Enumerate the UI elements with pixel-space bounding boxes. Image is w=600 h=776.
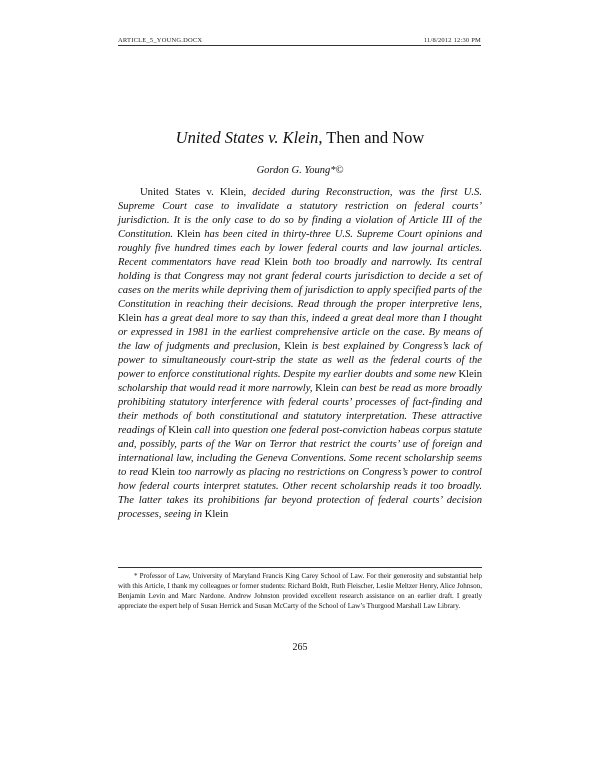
header-filename: ARTICLE_5_YOUNG.DOCX [118, 37, 203, 44]
author-footnote: * Professor of Law, University of Maryland Francis King Carey School of Law. For their generosity and substantial help with this Article, I thank my colleagues or former students: Richard Boldt, Ruth Fleischer, Leslie Meltzer Henry, Alice Johnson, Benjamin Levin and Marc Nardone. Andrew Johnston provided excellent research assistance on an earlier draft. I greatly appreciate the expert help of Susan Herrick and Susan McCarty of the School of Law’s Thurgood Marshall Law Library. [118, 572, 482, 611]
abstract-italic-run: can best be read as more broadly prohibiting statutory interference with federal courts’ processes of fact-finding and their methods of both constitutional and statutory interpretation. These attractive readings of [118, 383, 483, 437]
abstract-case-name-run: Klein [458, 369, 482, 381]
article-title [0, 128, 600, 148]
author-line: Gordon G. Young*© [256, 165, 344, 176]
abstract-case-name-run: Klein [168, 425, 192, 437]
footnote-rule [118, 567, 482, 568]
abstract-case-name-run: Klein [264, 257, 288, 269]
running-header [118, 37, 481, 46]
header-timestamp: 11/8/2012 12:30 PM [423, 37, 481, 44]
abstract-case-name-run: Klein [204, 509, 229, 521]
abstract-paragraph [118, 186, 482, 522]
abstract-italic-run: has been cited in thirty-three U.S. Supreme Court opinions and roughly five hundred times each by lower federal courts and law journal articles. Recent commentators have read [118, 229, 482, 269]
abstract-case-name-run: Klein [315, 383, 339, 395]
title-case-name: United States v. Klein [175, 128, 319, 147]
abstract-italic-run: , decided during Reconstruction, was the first U.S. Supreme Court case to invalidate a statutory restriction on federal courts’ jurisdiction. It is the only case to do so by finding a violation of Article III of the Constitution. [118, 187, 482, 241]
abstract-case-name-run: Klein [151, 467, 175, 479]
abstract-case-name-run: Klein [284, 341, 308, 353]
abstract-italic-run: has a great deal more to say than this, indeed a great deal more than I thought or expressed in 1981 in the earliest comprehensive article on the case. By means of the law of judgments and preclusion, [118, 313, 482, 353]
abstract-italic-run: scholarship that would read it more narrowly, [118, 383, 316, 395]
abstract-case-name-run: Klein [118, 313, 142, 325]
abstract-italic-run: is best explained by Congress’s lack of power to simultaneously court-strip the state as well as the federal courts of the power to enforce constitutional rights. Despite my earlier doubts and some new [118, 341, 482, 381]
title-rest: , Then and Now [318, 128, 425, 147]
abstract-case-name-run: Klein [176, 229, 201, 241]
abstract-italic-run: both too broadly and narrowly. Its central holding is that Congress may not grant federal courts jurisdiction to decide a set of cases on the merits while depriving them of jurisdiction to apply specified parts of the Constitution in reaching their decisions. Read through the proper interpretive lens, [118, 257, 482, 311]
abstract-case-name-run: United States v. Klein [140, 187, 244, 198]
abstract-italic-run: call into question one federal post-conviction habeas corpus statute and, possibly, parts of the War on Terror that restrict the courts’ use of foreign and international law, including the Geneva Conventions. Some recent scholarship seems to read [118, 425, 482, 479]
abstract-italic-run: too narrowly as placing no restrictions on Congress’s power to control how federal courts interpret statutes. Other recent scholarship reads it too broadly. The latter takes its prohibitions far beyond protection of federal courts’ decision processes, seeing in [118, 467, 482, 521]
page-number: 265 [292, 642, 308, 653]
